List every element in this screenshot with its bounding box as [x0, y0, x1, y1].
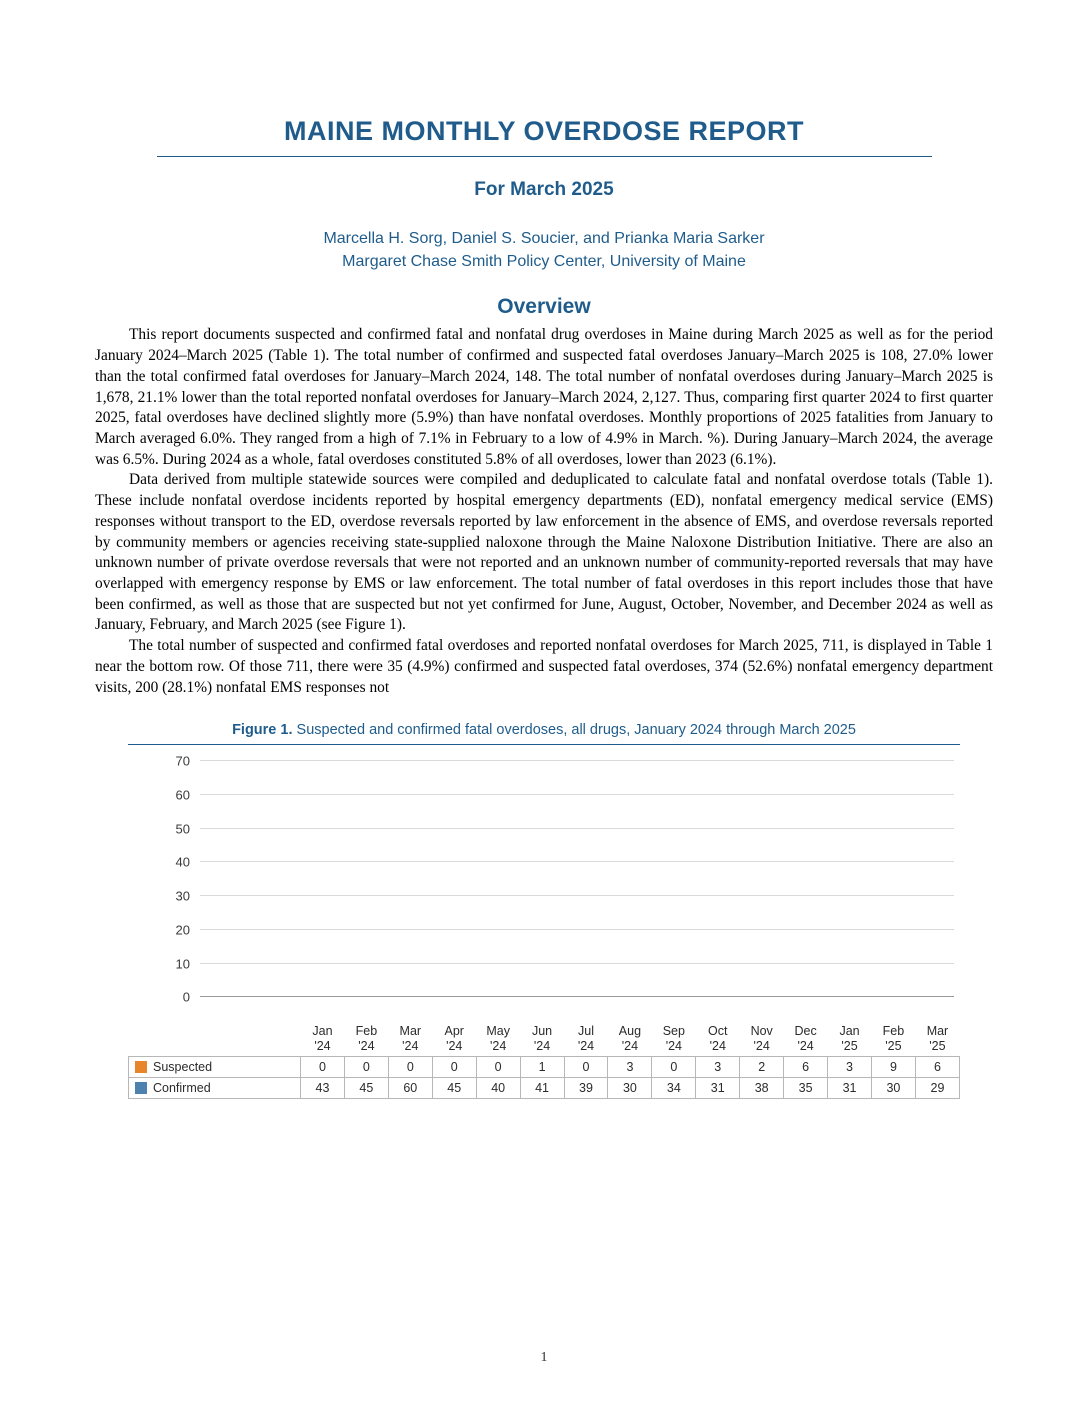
table-cell: 38 [740, 1078, 784, 1099]
table-column-header: Apr '24 [444, 1024, 464, 1053]
table-cell: 6 [915, 1057, 959, 1078]
figure-caption-label: Figure 1. [232, 722, 293, 739]
chart-x-axis [200, 996, 954, 997]
overdose-bar-chart [128, 753, 960, 1021]
table-cell: 31 [696, 1078, 740, 1099]
legend-item-confirmed [129, 1078, 301, 1099]
chart-bar-slot [351, 761, 401, 997]
chart-y-tick-label: 70 [175, 753, 190, 769]
chart-y-tick-label: 40 [175, 854, 190, 870]
table-column-header: Jul '24 [577, 1024, 595, 1053]
table-column-header: Sep '24 [662, 1024, 685, 1053]
chart-y-tick-label: 60 [175, 787, 190, 803]
table-cell: 0 [564, 1057, 608, 1078]
page-title: MAINE MONTHLY OVERDOSE REPORT [283, 116, 805, 146]
chart-bar-slot [301, 761, 351, 997]
table-row [129, 1057, 960, 1078]
chart-bars [200, 761, 954, 997]
overview-paragraph-1: This report documents suspected and confirmed fatal and nonfatal drug overdoses in Maine during March 2025 as well as for the period January 2024–March 2025 (Table 1). The total number of confirmed and suspected fatal overdoses January–March 2025 is 108, 27.0% lower than the total confirmed fatal overdoses for January–March 2024, 148. The total number of nonfatal overdoses during January–March 2025 is 1,678, 21.1% lower than the total reported nonfatal overdoses for January–March 2024, 2,127. Thus, comparing first quarter 2024 to first quarter 2025, fatal overdoses have declined slightly more (5.9%) than have nonfatal overdoses. Monthly proportions of 2025 fatalities from January to March averaged 6.0%. They ranged from a high of 7.1% in February to a low of 4.9% in March. %). During January–March 2024, the average was 6.5%. During 2024 as a whole, fatal overdoses constituted 5.8% of all overdoses, lower than 2023 (6.1%). [95, 326, 993, 468]
chart-bar-slot [250, 761, 300, 997]
table-cell: 31 [828, 1078, 872, 1099]
page-number: 1 [540, 1350, 548, 1365]
table-column-header: Aug '24 [618, 1024, 642, 1053]
chart-data-table [128, 1021, 960, 1099]
legend-swatch-icon [135, 1061, 147, 1073]
table-column-header: Mar '25 [926, 1024, 949, 1053]
legend-label: Suspected [153, 1060, 213, 1075]
legend-swatch-icon [135, 1082, 147, 1094]
overview-paragraph-3: The total number of suspected and confirmed fatal overdoses and reported nonfatal overdoses for March 2025, 711, is displayed in Table 1 near the bottom row. Of those 711, there were 35 (4.9%) confirmed and suspected fatal overdoses, 374 (52.6%) nonfatal emergency department visits, 200 (28.1%) nonfatal EMS responses not [95, 637, 993, 696]
chart-plot-area [175, 753, 954, 1005]
table-column-header: Jan '24 [312, 1024, 333, 1053]
table-cell: 41 [520, 1078, 564, 1099]
table-cell: 60 [388, 1078, 432, 1099]
table-header-row [129, 1021, 960, 1056]
table-column-header: Mar '24 [399, 1024, 422, 1053]
table-cell: 30 [608, 1078, 652, 1099]
authors-block [95, 227, 993, 273]
table-cell: 40 [476, 1078, 520, 1099]
report-subtitle: For March 2025 [474, 179, 614, 200]
table-column-header: Feb '25 [882, 1024, 905, 1053]
section-heading-overview: Overview [497, 295, 591, 319]
table-cell: 0 [344, 1057, 388, 1078]
table-cell: 45 [432, 1078, 476, 1099]
table-cell: 0 [301, 1057, 345, 1078]
table-cell: 3 [696, 1057, 740, 1078]
table-cell: 39 [564, 1078, 608, 1099]
authors-line-1: Marcella H. Sorg, Daniel S. Soucier, and Prianka Maria Sarker [323, 230, 765, 247]
legend-item-suspected [129, 1057, 301, 1078]
table-column-header: Jan '25 [839, 1024, 860, 1053]
table-column-header: Jun '24 [531, 1024, 553, 1053]
chart-y-tick-label: 20 [175, 922, 190, 938]
table-cell: 43 [301, 1078, 345, 1099]
chart-bar-slot [753, 761, 803, 997]
table-column-header: Dec '24 [794, 1024, 817, 1053]
table-cell: 45 [344, 1078, 388, 1099]
chart-bar-slot [853, 761, 903, 997]
chart-y-tick-label: 10 [175, 956, 190, 972]
table-column-header: Oct '24 [708, 1024, 728, 1053]
table-row [129, 1078, 960, 1099]
table-column-header: Nov '24 [750, 1024, 773, 1053]
authors-affiliation: Margaret Chase Smith Policy Center, University of Maine [342, 253, 746, 271]
table-corner-cell [129, 1021, 301, 1056]
figure-caption [95, 722, 993, 738]
table-cell: 34 [652, 1078, 696, 1099]
figure-caption-text: Suspected and confirmed fatal overdoses, all drugs, January 2024 through March 2025 [292, 722, 856, 739]
table-column-header: May '24 [486, 1024, 510, 1053]
chart-bar-slot [803, 761, 853, 997]
title-divider [157, 156, 932, 157]
chart-bar-slot [904, 761, 954, 997]
chart-y-tick-label: 30 [175, 888, 190, 904]
chart-bar-slot [451, 761, 501, 997]
table-cell: 0 [432, 1057, 476, 1078]
chart-bar-slot [200, 761, 250, 997]
table-cell: 0 [652, 1057, 696, 1078]
table-cell: 30 [871, 1078, 915, 1099]
table-cell: 3 [828, 1057, 872, 1078]
table-cell: 0 [476, 1057, 520, 1078]
table-column-header: Feb '24 [355, 1024, 378, 1053]
figure-divider [128, 744, 960, 745]
chart-bar-slot [652, 761, 702, 997]
figure-1 [95, 722, 993, 1099]
table-cell: 29 [915, 1078, 959, 1099]
table-cell: 0 [388, 1057, 432, 1078]
chart-bar-slot [703, 761, 753, 997]
chart-y-tick-label: 0 [182, 989, 190, 1005]
table-cell: 35 [784, 1078, 828, 1099]
table-cell: 3 [608, 1057, 652, 1078]
chart-bar-slot [401, 761, 451, 997]
chart-bar-slot [602, 761, 652, 997]
legend-label: Confirmed [153, 1081, 211, 1096]
table-cell: 9 [871, 1057, 915, 1078]
chart-y-tick-label: 50 [175, 821, 190, 837]
chart-bar-slot [502, 761, 552, 997]
table-cell: 6 [784, 1057, 828, 1078]
overview-paragraph-2: Data derived from multiple statewide sources were compiled and deduplicated to calculate fatal and nonfatal overdose totals (Table 1). These include nonfatal overdose incidents reported by hospital emergency departments (ED), nonfatal emergency medical service (EMS) responses without transport to the ED, overdose reversals reported by law enforcement in the absence of EMS, and overdose reversals reported by community members or agencies receiving state-supplied naloxone through the Maine Naloxone Distribution Initiative. There are also an unknown number of private overdose reversals that were not reported and an unknown number of community-reported reversals that may have overlapped with emergency response by EMS or law enforcement. The total number of fatal overdoses in this report includes those that have been confirmed, as well as those that are suspected but not yet confirmed for June, August, October, November, and December 2024 as well as January, February, and March 2025 (see Figure 1). [95, 471, 993, 634]
chart-bar-slot [552, 761, 602, 997]
table-cell: 1 [520, 1057, 564, 1078]
table-cell: 2 [740, 1057, 784, 1078]
